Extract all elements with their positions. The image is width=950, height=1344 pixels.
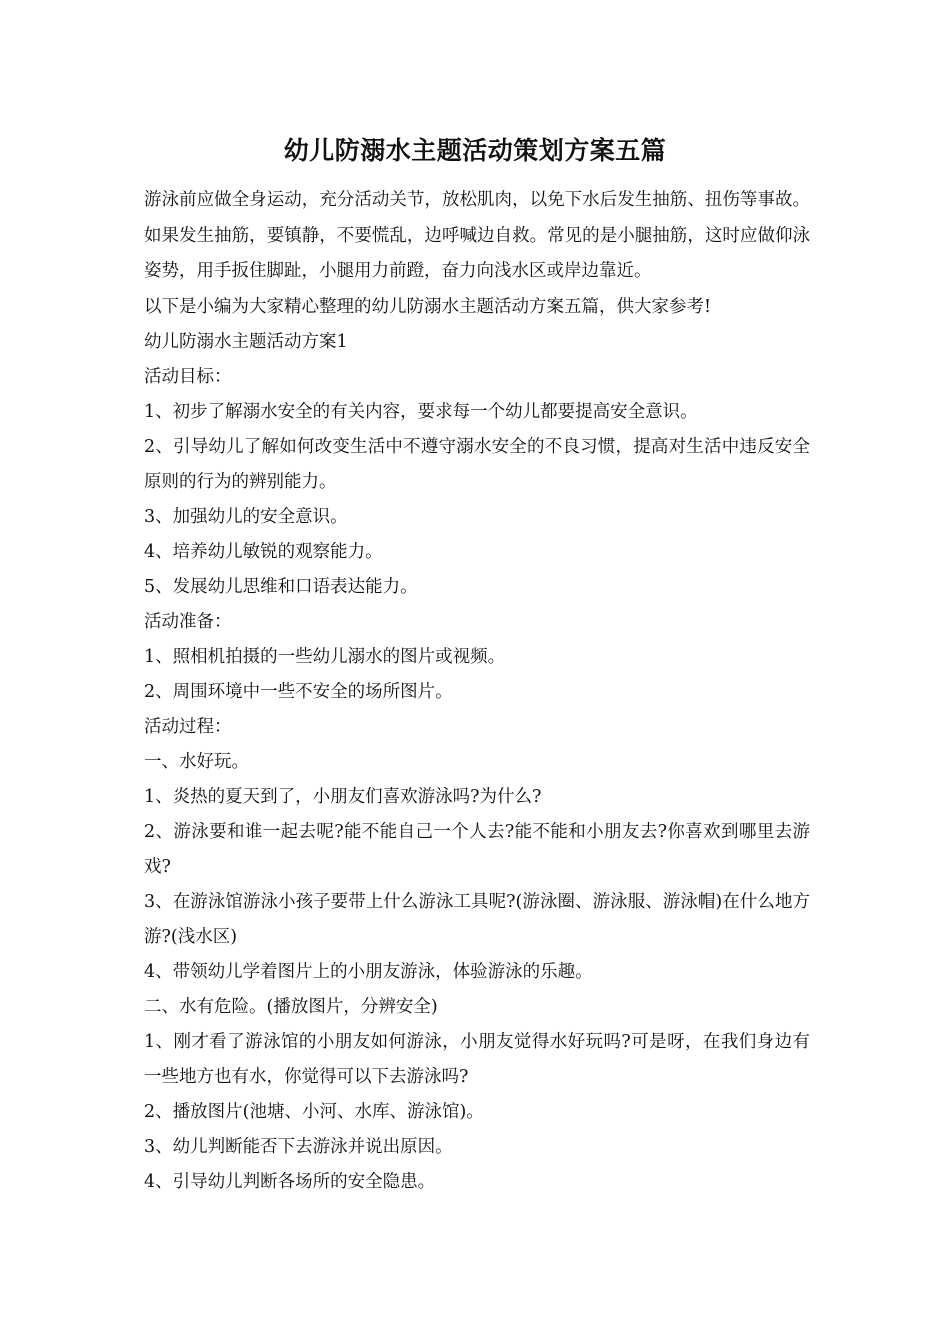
document-title: 幼儿防溺水主题活动策划方案五篇	[283, 136, 667, 165]
section-heading: 幼儿防溺水主题活动方案1	[144, 331, 348, 352]
list-item: 4、引导幼儿判断各场所的安全隐患。	[144, 1171, 436, 1192]
subheading-preparation: 活动准备：	[144, 611, 232, 632]
list-item: 3、加强幼儿的安全意识。	[144, 506, 348, 527]
paragraph: 以下是小编为大家精心整理的幼儿防溺水主题活动方案五篇，供大家参考!	[144, 296, 712, 317]
list-item: 3、幼儿判断能否下去游泳并说出原因。	[144, 1136, 453, 1157]
list-item: 4、带领幼儿学着图片上的小朋友游泳，体验游泳的乐趣。	[144, 961, 593, 982]
paragraph-intro: 游泳前应做全身运动，充分活动关节，放松肌肉，以免下水后发生抽筋、扭伤等事故。如果发生抽筋，要镇静，不要慌乱，边呼喊边自救。常见的是小腿抽筋，这时应做仰泳姿势，用手扳住脚趾，小腿用力前蹬，奋力向浅水区或岸边靠近。	[144, 190, 810, 281]
list-item: 3、在游泳馆游泳小孩子要带上什么游泳工具呢?(游泳圈、游泳服、游泳帽)在什么地方游?(浅水区)	[144, 891, 810, 947]
list-item: 1、初步了解溺水安全的有关内容，要求每一个幼儿都要提高安全意识。	[144, 401, 698, 422]
list-item: 2、引导幼儿了解如何改变生活中不遵守溺水安全的不良习惯，提高对生活中违反安全原则的行为的辨别能力。	[144, 436, 810, 492]
list-item: 2、播放图片(池塘、小河、水库、游泳馆)。	[144, 1101, 484, 1122]
subheading-goals: 活动目标：	[144, 366, 232, 387]
list-item: 1、照相机拍摄的一些幼儿溺水的图片或视频。	[144, 646, 506, 667]
list-item: 5、发展幼儿思维和口语表达能力。	[144, 576, 418, 597]
list-item: 1、炎热的夏天到了，小朋友们喜欢游泳吗?为什么?	[144, 786, 542, 807]
list-item: 4、培养幼儿敏锐的观察能力。	[144, 541, 383, 562]
list-item: 1、刚才看了游泳馆的小朋友如何游泳，小朋友觉得水好玩吗?可是呀，在我们身边有一些地方也有水，你觉得可以下去游泳吗?	[144, 1031, 810, 1087]
list-item: 2、游泳要和谁一起去呢?能不能自己一个人去?能不能和小朋友去?你喜欢到哪里去游戏?	[144, 821, 810, 877]
list-item: 2、周围环境中一些不安全的场所图片。	[144, 681, 453, 702]
subheading-process: 活动过程：	[144, 716, 232, 737]
step-heading: 二、水有危险。(播放图片，分辨安全)	[144, 996, 438, 1017]
document-body	[144, 183, 810, 1200]
step-heading: 一、水好玩。	[144, 751, 249, 772]
